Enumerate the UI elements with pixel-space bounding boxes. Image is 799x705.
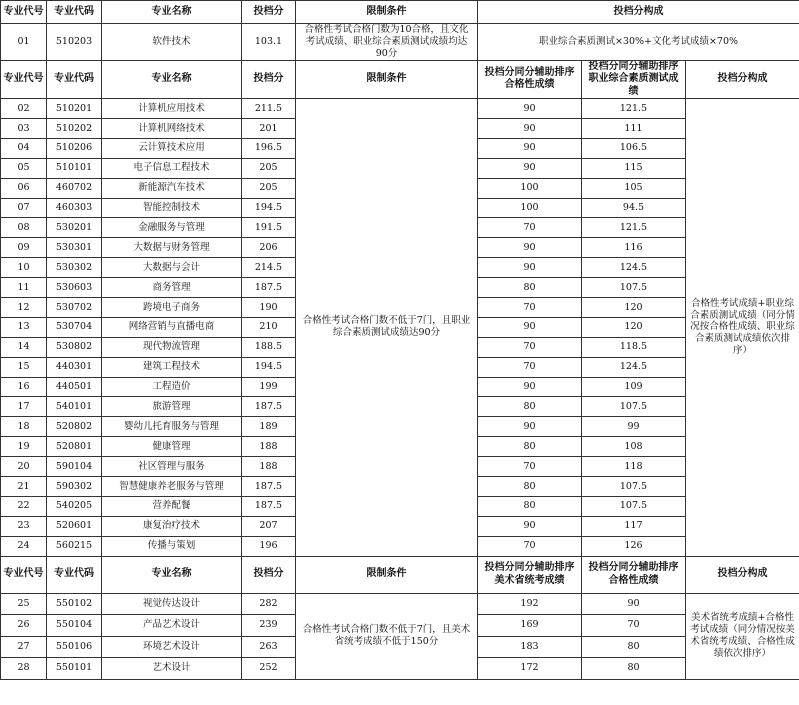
cell-name: 商务管理 <box>102 278 242 298</box>
cell-score: 239 <box>242 615 296 637</box>
cell-name: 艺术设计 <box>102 658 242 680</box>
column-header: 投档分同分辅助排序合格性成绩 <box>478 60 582 99</box>
column-header: 限制条件 <box>296 1 478 24</box>
cell-sort-b: 120 <box>582 317 686 337</box>
group-condition: 合格性考试合格门数不低于7门，且职业综合素质测试成绩达90分 <box>296 99 478 556</box>
cell-code: 10 <box>1 258 47 278</box>
cell-name: 新能源汽车技术 <box>102 178 242 198</box>
column-header: 专业代号 <box>1 556 47 593</box>
cell-score: 188 <box>242 437 296 457</box>
cell-code: 17 <box>1 397 47 417</box>
cell-score: 205 <box>242 178 296 198</box>
column-header: 专业代码 <box>47 556 102 593</box>
cell-sort-a: 90 <box>478 516 582 536</box>
column-header: 专业代码 <box>47 1 102 24</box>
cell-sort-a: 90 <box>478 99 582 119</box>
cell-name: 视觉传达设计 <box>102 593 242 615</box>
cell-sort-b: 116 <box>582 238 686 258</box>
cell-major_code: 550104 <box>47 615 102 637</box>
cell-code: 16 <box>1 377 47 397</box>
cell-major_code: 510206 <box>47 138 102 158</box>
cell-code: 27 <box>1 636 47 658</box>
cell-composition: 职业综合素质测试×30%+文化考试成绩×70% <box>478 24 799 61</box>
cell-major_code: 510203 <box>47 24 102 61</box>
cell-sort-b: 107.5 <box>582 278 686 298</box>
cell-major_code: 460702 <box>47 178 102 198</box>
cell-code: 04 <box>1 138 47 158</box>
cell-major_code: 510202 <box>47 119 102 139</box>
cell-sort-a: 90 <box>478 158 582 178</box>
cell-score: 191.5 <box>242 218 296 238</box>
header-row <box>1 60 799 99</box>
cell-sort-a: 90 <box>478 417 582 437</box>
cell-major_code: 550106 <box>47 636 102 658</box>
cell-name: 婴幼儿托育服务与管理 <box>102 417 242 437</box>
cell-major_code: 510101 <box>47 158 102 178</box>
cell-score: 187.5 <box>242 278 296 298</box>
cell-score: 103.1 <box>242 24 296 61</box>
cell-score: 196.5 <box>242 138 296 158</box>
column-header: 投档分同分辅助排序合格性成绩 <box>582 556 686 593</box>
cell-sort-b: 118.5 <box>582 337 686 357</box>
cell-name: 智慧健康养老服务与管理 <box>102 477 242 497</box>
column-header: 专业名称 <box>102 1 242 24</box>
cell-sort-b: 105 <box>582 178 686 198</box>
cell-name: 健康管理 <box>102 437 242 457</box>
cell-sort-a: 172 <box>478 658 582 680</box>
column-header: 投档分同分辅助排序职业综合素质测试成绩 <box>582 60 686 99</box>
header-row <box>1 1 799 24</box>
cell-name: 电子信息工程技术 <box>102 158 242 178</box>
table-row <box>1 593 799 615</box>
group-composition: 美术省统考成绩+合格性考试成绩（同分情况按美术省统考成绩、合格性成绩依次排序） <box>686 593 799 679</box>
cell-sort-a: 169 <box>478 615 582 637</box>
cell-score: 205 <box>242 158 296 178</box>
cell-sort-a: 80 <box>478 437 582 457</box>
cell-sort-b: 121.5 <box>582 218 686 238</box>
cell-code: 08 <box>1 218 47 238</box>
cell-name: 营养配餐 <box>102 496 242 516</box>
cell-code: 26 <box>1 615 47 637</box>
cell-major_code: 530302 <box>47 258 102 278</box>
cell-code: 21 <box>1 477 47 497</box>
cell-score: 189 <box>242 417 296 437</box>
table-row <box>1 24 799 61</box>
cell-sort-a: 70 <box>478 298 582 318</box>
cell-code: 19 <box>1 437 47 457</box>
cell-major_code: 540101 <box>47 397 102 417</box>
cell-code: 13 <box>1 317 47 337</box>
cell-major_code: 550102 <box>47 593 102 615</box>
column-header: 专业代码 <box>47 60 102 99</box>
cell-major_code: 540205 <box>47 496 102 516</box>
cell-sort-b: 118 <box>582 457 686 477</box>
cell-score: 187.5 <box>242 397 296 417</box>
cell-major_code: 590302 <box>47 477 102 497</box>
cell-score: 206 <box>242 238 296 258</box>
cell-sort-b: 107.5 <box>582 397 686 417</box>
cell-sort-a: 183 <box>478 636 582 658</box>
cell-score: 211.5 <box>242 99 296 119</box>
cell-name: 工程造价 <box>102 377 242 397</box>
cell-score: 210 <box>242 317 296 337</box>
cell-sort-a: 70 <box>478 536 582 556</box>
cell-score: 201 <box>242 119 296 139</box>
cell-name: 计算机网络技术 <box>102 119 242 139</box>
cell-code: 05 <box>1 158 47 178</box>
column-header: 限制条件 <box>296 556 478 593</box>
cell-name: 金融服务与管理 <box>102 218 242 238</box>
cell-sort-b: 124.5 <box>582 258 686 278</box>
cell-score: 263 <box>242 636 296 658</box>
header-row <box>1 556 799 593</box>
column-header: 投档分 <box>242 1 296 24</box>
cell-name: 康复治疗技术 <box>102 516 242 536</box>
cell-sort-b: 94.5 <box>582 198 686 218</box>
cell-condition: 合格性考试合格门数为10合格，且文化考试成绩、职业综合素质测试成绩均达90分 <box>296 24 478 61</box>
cell-score: 199 <box>242 377 296 397</box>
cell-sort-b: 126 <box>582 536 686 556</box>
cell-sort-b: 106.5 <box>582 138 686 158</box>
cell-code: 02 <box>1 99 47 119</box>
cell-sort-a: 100 <box>478 198 582 218</box>
cell-score: 187.5 <box>242 496 296 516</box>
cell-sort-b: 111 <box>582 119 686 139</box>
column-header: 投档分构成 <box>686 556 799 593</box>
cell-major_code: 530603 <box>47 278 102 298</box>
cell-name: 计算机应用技术 <box>102 99 242 119</box>
cell-sort-b: 80 <box>582 658 686 680</box>
column-header: 投档分构成 <box>478 1 799 24</box>
cell-sort-b: 124.5 <box>582 357 686 377</box>
cell-score: 196 <box>242 536 296 556</box>
cell-code: 22 <box>1 496 47 516</box>
cell-sort-a: 90 <box>478 377 582 397</box>
cell-sort-a: 80 <box>478 397 582 417</box>
cell-name: 产品艺术设计 <box>102 615 242 637</box>
cell-code: 09 <box>1 238 47 258</box>
cell-code: 07 <box>1 198 47 218</box>
cell-sort-a: 192 <box>478 593 582 615</box>
cell-sort-b: 90 <box>582 593 686 615</box>
cell-score: 188.5 <box>242 337 296 357</box>
cell-score: 190 <box>242 298 296 318</box>
cell-score: 187.5 <box>242 477 296 497</box>
cell-score: 252 <box>242 658 296 680</box>
column-header: 投档分 <box>242 60 296 99</box>
cell-major_code: 520801 <box>47 437 102 457</box>
cell-major_code: 440501 <box>47 377 102 397</box>
cell-major_code: 520601 <box>47 516 102 536</box>
cell-sort-a: 90 <box>478 238 582 258</box>
cell-name: 智能控制技术 <box>102 198 242 218</box>
cell-major_code: 550101 <box>47 658 102 680</box>
cell-sort-b: 107.5 <box>582 496 686 516</box>
cell-score: 194.5 <box>242 198 296 218</box>
cell-major_code: 560215 <box>47 536 102 556</box>
cell-major_code: 460303 <box>47 198 102 218</box>
cell-sort-b: 107.5 <box>582 477 686 497</box>
cell-major_code: 530802 <box>47 337 102 357</box>
cell-sort-b: 80 <box>582 636 686 658</box>
column-header: 专业代号 <box>1 1 47 24</box>
cell-major_code: 530702 <box>47 298 102 318</box>
cell-sort-b: 109 <box>582 377 686 397</box>
cell-code: 28 <box>1 658 47 680</box>
cell-sort-a: 70 <box>478 357 582 377</box>
cell-name: 大数据与财务管理 <box>102 238 242 258</box>
cell-name: 跨境电子商务 <box>102 298 242 318</box>
cell-code: 06 <box>1 178 47 198</box>
cell-sort-b: 115 <box>582 158 686 178</box>
cell-major_code: 530201 <box>47 218 102 238</box>
cell-code: 14 <box>1 337 47 357</box>
cell-name: 现代物流管理 <box>102 337 242 357</box>
column-header: 投档分构成 <box>686 60 799 99</box>
table-row <box>1 99 799 119</box>
cell-major_code: 530704 <box>47 317 102 337</box>
cell-sort-b: 108 <box>582 437 686 457</box>
cell-sort-a: 80 <box>478 496 582 516</box>
cell-sort-a: 80 <box>478 278 582 298</box>
cell-name: 网络营销与直播电商 <box>102 317 242 337</box>
column-header: 投档分 <box>242 556 296 593</box>
cell-sort-a: 70 <box>478 218 582 238</box>
cell-sort-b: 70 <box>582 615 686 637</box>
column-header: 专业名称 <box>102 60 242 99</box>
cell-sort-a: 90 <box>478 138 582 158</box>
cell-score: 214.5 <box>242 258 296 278</box>
cell-name: 旅游管理 <box>102 397 242 417</box>
cell-name: 社区管理与服务 <box>102 457 242 477</box>
cell-sort-b: 121.5 <box>582 99 686 119</box>
cell-sort-a: 100 <box>478 178 582 198</box>
group-condition: 合格性考试合格门数不低于7门，且美术省统考成绩不低于150分 <box>296 593 478 679</box>
cell-name: 云计算技术应用 <box>102 138 242 158</box>
column-header: 专业名称 <box>102 556 242 593</box>
cell-sort-b: 120 <box>582 298 686 318</box>
column-header: 限制条件 <box>296 60 478 99</box>
cell-score: 188 <box>242 457 296 477</box>
cell-major_code: 520802 <box>47 417 102 437</box>
cell-name: 建筑工程技术 <box>102 357 242 377</box>
cell-score: 194.5 <box>242 357 296 377</box>
cell-code: 25 <box>1 593 47 615</box>
cell-name: 传播与策划 <box>102 536 242 556</box>
cell-major_code: 440301 <box>47 357 102 377</box>
cell-sort-a: 70 <box>478 457 582 477</box>
cell-code: 11 <box>1 278 47 298</box>
cell-sort-b: 99 <box>582 417 686 437</box>
cell-major_code: 590104 <box>47 457 102 477</box>
cell-name: 软件技术 <box>102 24 242 61</box>
cell-code: 01 <box>1 24 47 61</box>
cell-code: 15 <box>1 357 47 377</box>
cell-sort-a: 70 <box>478 337 582 357</box>
cell-sort-b: 117 <box>582 516 686 536</box>
cell-name: 大数据与会计 <box>102 258 242 278</box>
cell-score: 207 <box>242 516 296 536</box>
cell-code: 03 <box>1 119 47 139</box>
cell-sort-a: 80 <box>478 477 582 497</box>
column-header: 专业代号 <box>1 60 47 99</box>
cell-sort-a: 90 <box>478 317 582 337</box>
cell-major_code: 510201 <box>47 99 102 119</box>
cell-code: 23 <box>1 516 47 536</box>
cell-code: 18 <box>1 417 47 437</box>
cell-sort-a: 90 <box>478 258 582 278</box>
cell-code: 12 <box>1 298 47 318</box>
cell-sort-a: 90 <box>478 119 582 139</box>
cell-score: 282 <box>242 593 296 615</box>
cell-code: 24 <box>1 536 47 556</box>
cell-code: 20 <box>1 457 47 477</box>
cell-name: 环境艺术设计 <box>102 636 242 658</box>
group-composition: 合格性考试成绩+职业综合素质测试成绩（同分情况按合格性成绩、职业综合素质测试成绩依次排序） <box>686 99 799 556</box>
column-header: 投档分同分辅助排序美术省统考成绩 <box>478 556 582 593</box>
cell-major_code: 530301 <box>47 238 102 258</box>
